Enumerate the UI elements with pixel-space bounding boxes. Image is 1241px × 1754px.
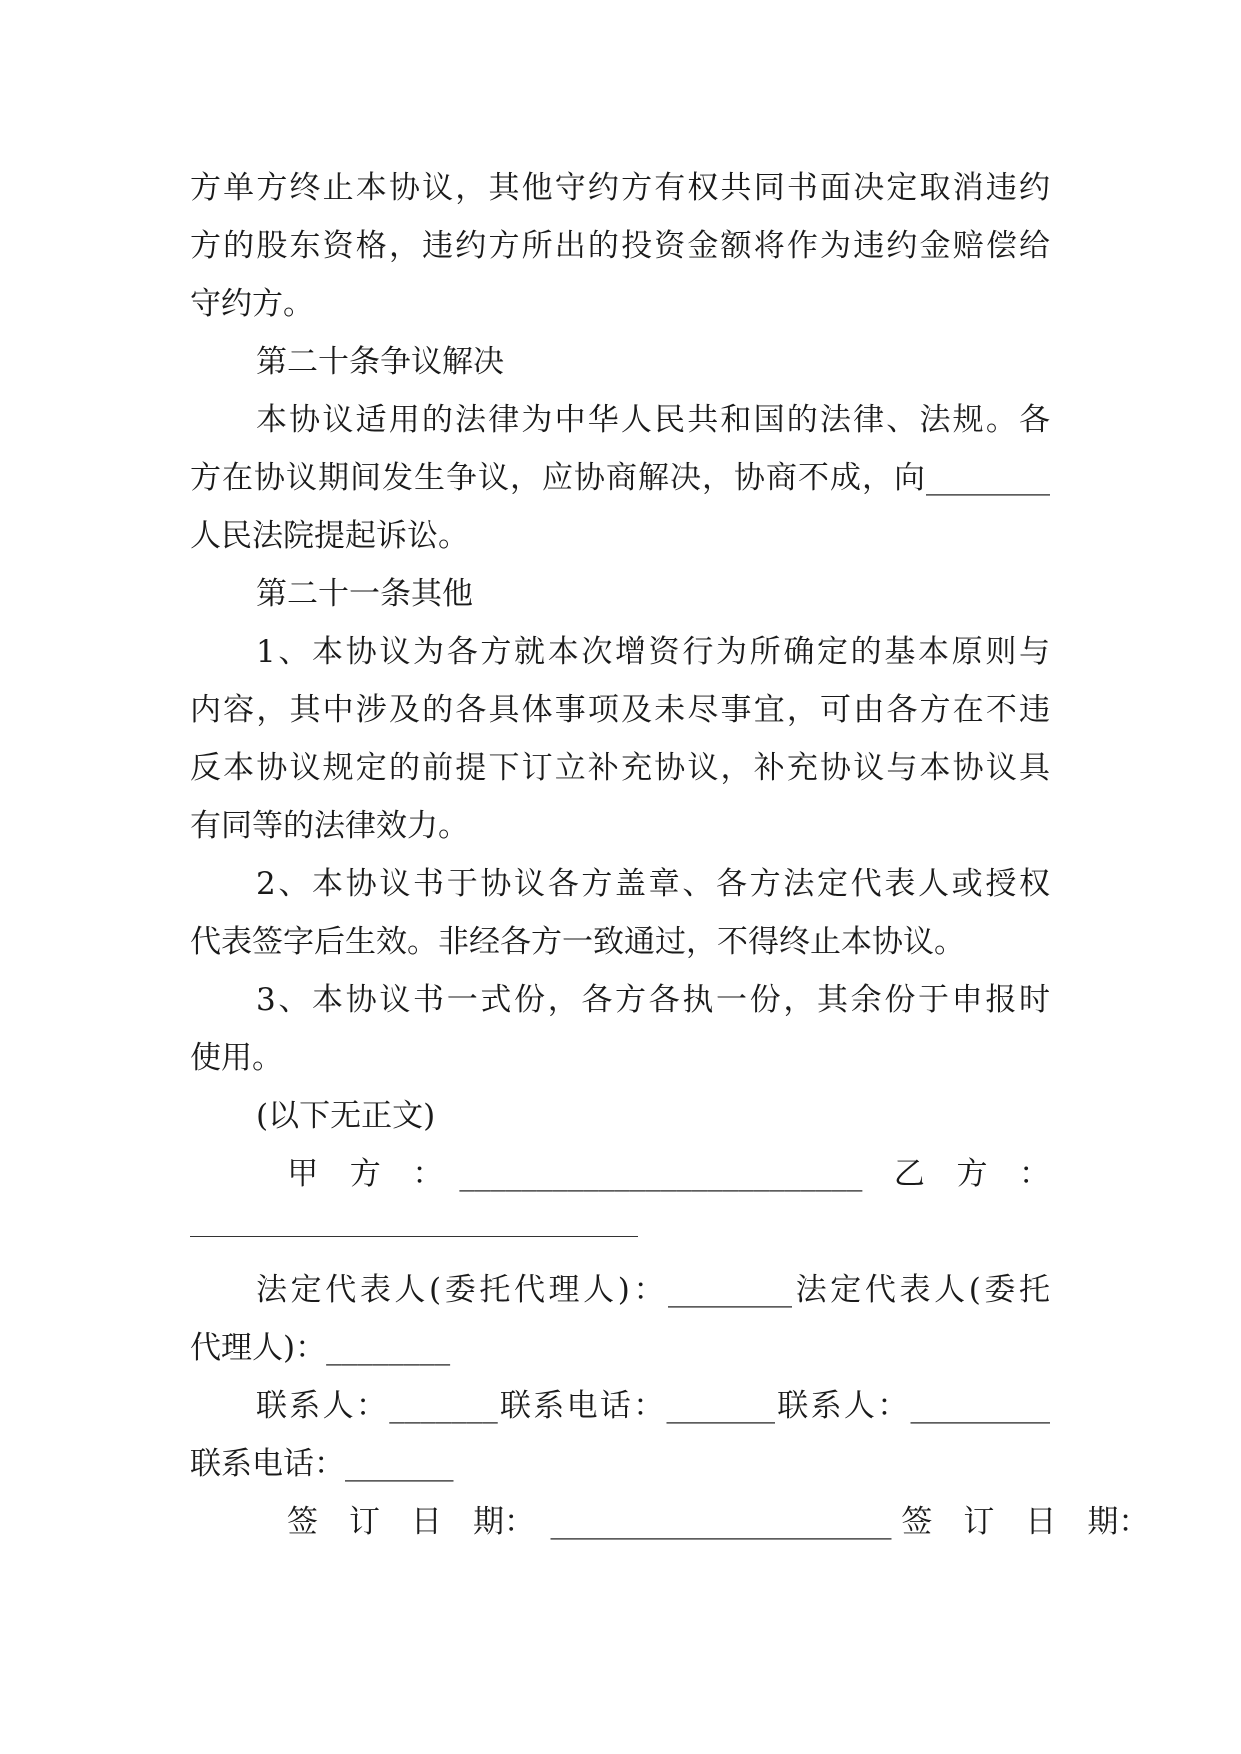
party-signature-line: 甲 方 ： __________________________ 乙 方 ：	[256, 1156, 1050, 1192]
text-line-20: 代理人)：________	[190, 1330, 451, 1366]
text-line-7: 人民法院提起诉讼。	[190, 518, 469, 554]
text-line-13: 2、本协议书于协议各方盖章、各方法定代表人或授权	[256, 866, 1050, 902]
contact-line: 联系人：_______联系电话：_______联系人：_________	[256, 1388, 1050, 1424]
text-line-5: 本协议适用的法律为中华人民共和国的法律、法规。各	[256, 402, 1050, 438]
text-line-11: 反本协议规定的前提下订立补充协议，补充协议与本协议具	[190, 750, 1050, 786]
text-line-2: 方的股东资格，违约方所出的投资金额将作为违约金赔偿给	[190, 228, 1050, 264]
article-21-heading: 第二十一条其他	[256, 576, 473, 612]
end-of-text-note: (以下无正文)	[256, 1098, 436, 1134]
text-line-9: 1、本协议为各方就本次增资行为所确定的基本原则与	[256, 634, 1050, 670]
text-line-10: 内容，其中涉及的各具体事项及未尽事宜，可由各方在不违	[190, 692, 1050, 728]
signing-date-line: 签 订 日 期： ______________________ 签 订 日 期：	[256, 1504, 1150, 1540]
text-line-6: 方在协议期间发生争议，应协商解决，协商不成，向________	[190, 460, 1050, 496]
text-line-1: 方单方终止本协议，其他守约方有权共同书面决定取消违约	[190, 170, 1050, 206]
text-line-3: 守约方。	[190, 286, 314, 322]
text-line-16: 使用。	[190, 1040, 283, 1076]
text-line-15: 3、本协议书一式份，各方各执一份，其余份于申报时	[256, 982, 1050, 1018]
article-20-heading: 第二十条争议解决	[256, 344, 504, 380]
text-line-14: 代表签字后生效。非经各方一致通过，不得终止本协议。	[190, 924, 965, 960]
signature-blank-rule	[190, 1236, 638, 1237]
text-line-22: 联系电话：_______	[190, 1446, 454, 1482]
text-line-12: 有同等的法律效力。	[190, 808, 469, 844]
legal-representative-line: 法定代表人(委托代理人)：________法定代表人(委托	[256, 1272, 1050, 1308]
